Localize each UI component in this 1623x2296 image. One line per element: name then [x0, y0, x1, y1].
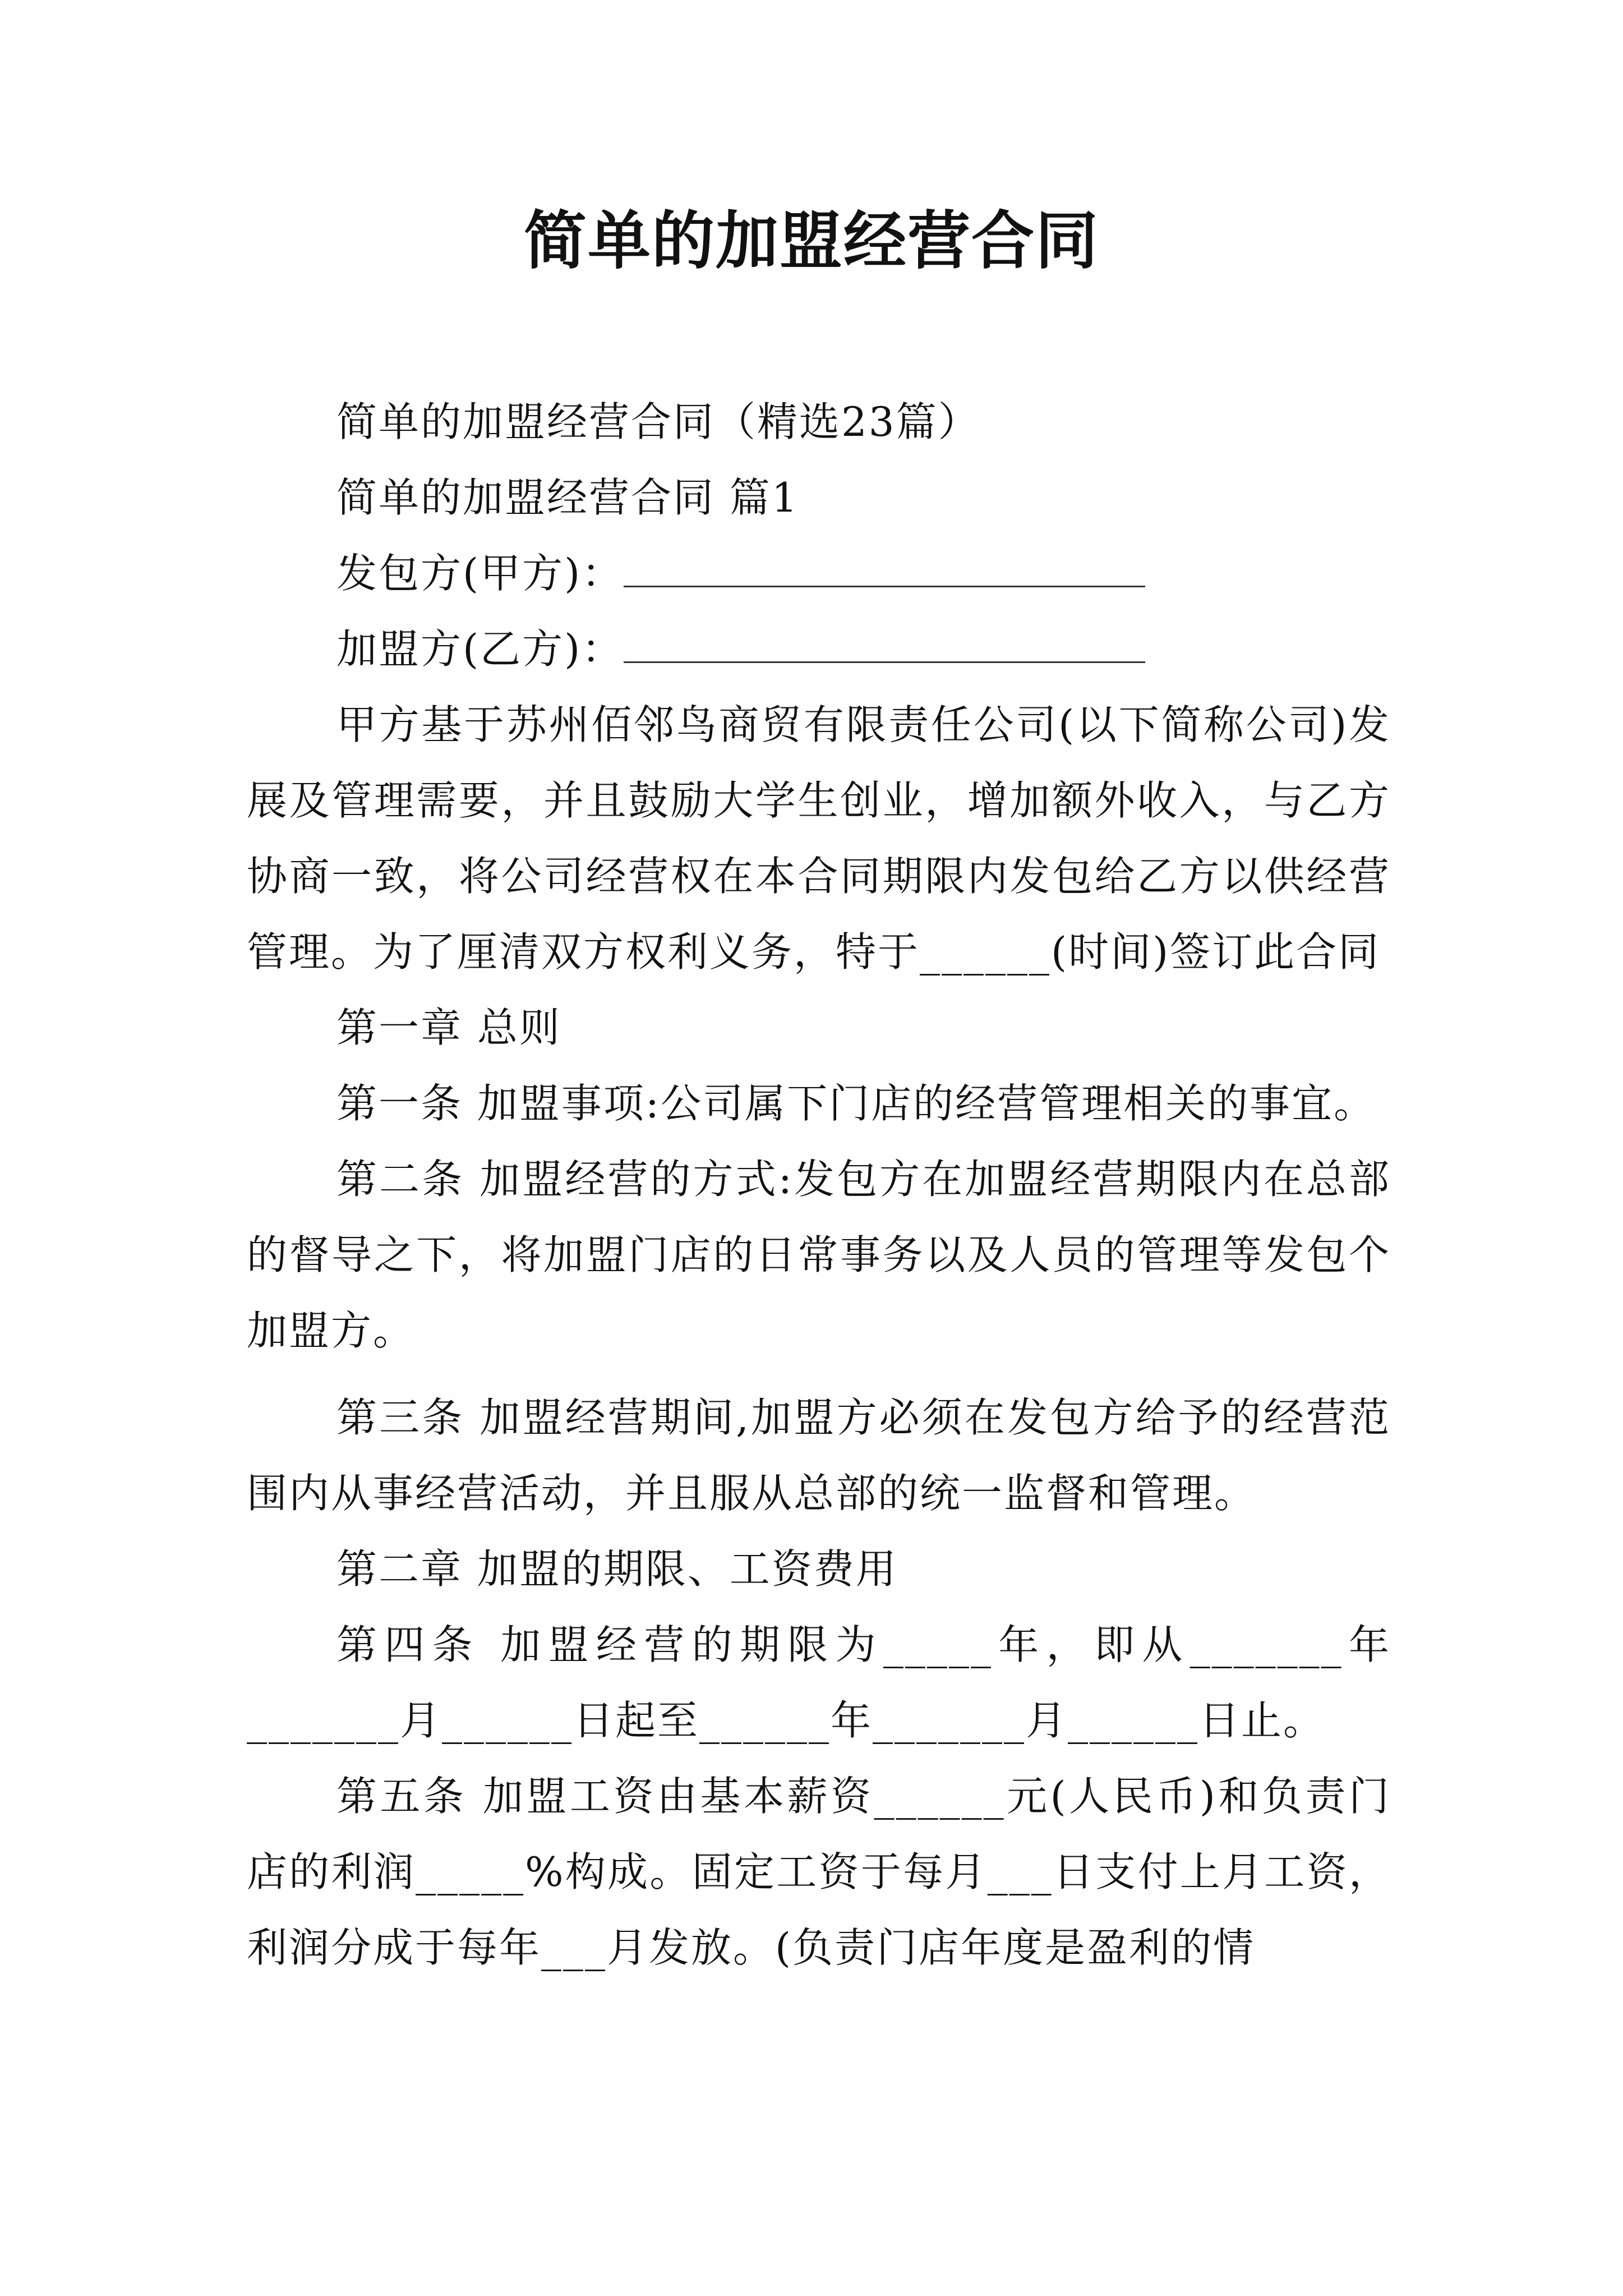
clause-2: 第二条 加盟经营的方式:发包方在加盟经营期限内在总部的督导之下，将加盟门店的日常事务以及人员的管理等发包个加盟方。: [247, 1156, 1391, 1354]
clause-5: 第五条 加盟工资由基本薪资______元(人民币)和负责门店的利润_____%构成。固定工资于每月___日支付上月工资，利润分成于每年___月发放。(负责门店年度是盈利的情: [247, 1773, 1391, 1971]
clause-1: 第一条 加盟事项:公司属下门店的经营管理相关的事宜。: [336, 1080, 1376, 1127]
document-body: [247, 384, 1391, 1986]
party-a-blank: [624, 551, 1145, 587]
chapter-heading-1: 第一章 总则: [336, 1004, 561, 1051]
paragraph-collection-title: 简单的加盟经营合同（精选23篇）: [336, 398, 980, 445]
party-b-label: 加盟方(乙方)：: [336, 625, 624, 673]
paragraph-article-heading: 简单的加盟经营合同 篇1: [336, 474, 799, 521]
document-title: 简单的加盟经营合同: [524, 204, 1099, 278]
clause-3: 第三条 加盟经营期间,加盟方必须在发包方给予的经营范围内从事经营活动，并且服从总部的统一监督和管理。: [247, 1394, 1391, 1517]
party-b-blank: [624, 627, 1145, 663]
party-a-label: 发包方(甲方)：: [336, 550, 624, 597]
chapter-heading-2: 第二章 加盟的期限、工资费用: [336, 1545, 898, 1593]
clause-4: 第四条 加盟经营的期限为_____年，即从_______年_______月______日起至______年_______月______日止。: [247, 1621, 1391, 1744]
paragraph-preamble: 甲方基于苏州佰邻鸟商贸有限责任公司(以下简称公司)发展及管理需要，并且鼓励大学生创业，增加额外收入，与乙方协商一致，将公司经营权在本合同期限内发包给乙方以供经营管理。为了厘清双方权利义务，特于______(时间)签订此合同: [247, 701, 1391, 976]
spacer: [247, 1369, 1391, 1380]
party-a-line: [247, 536, 1391, 611]
party-b-line: [247, 611, 1391, 687]
